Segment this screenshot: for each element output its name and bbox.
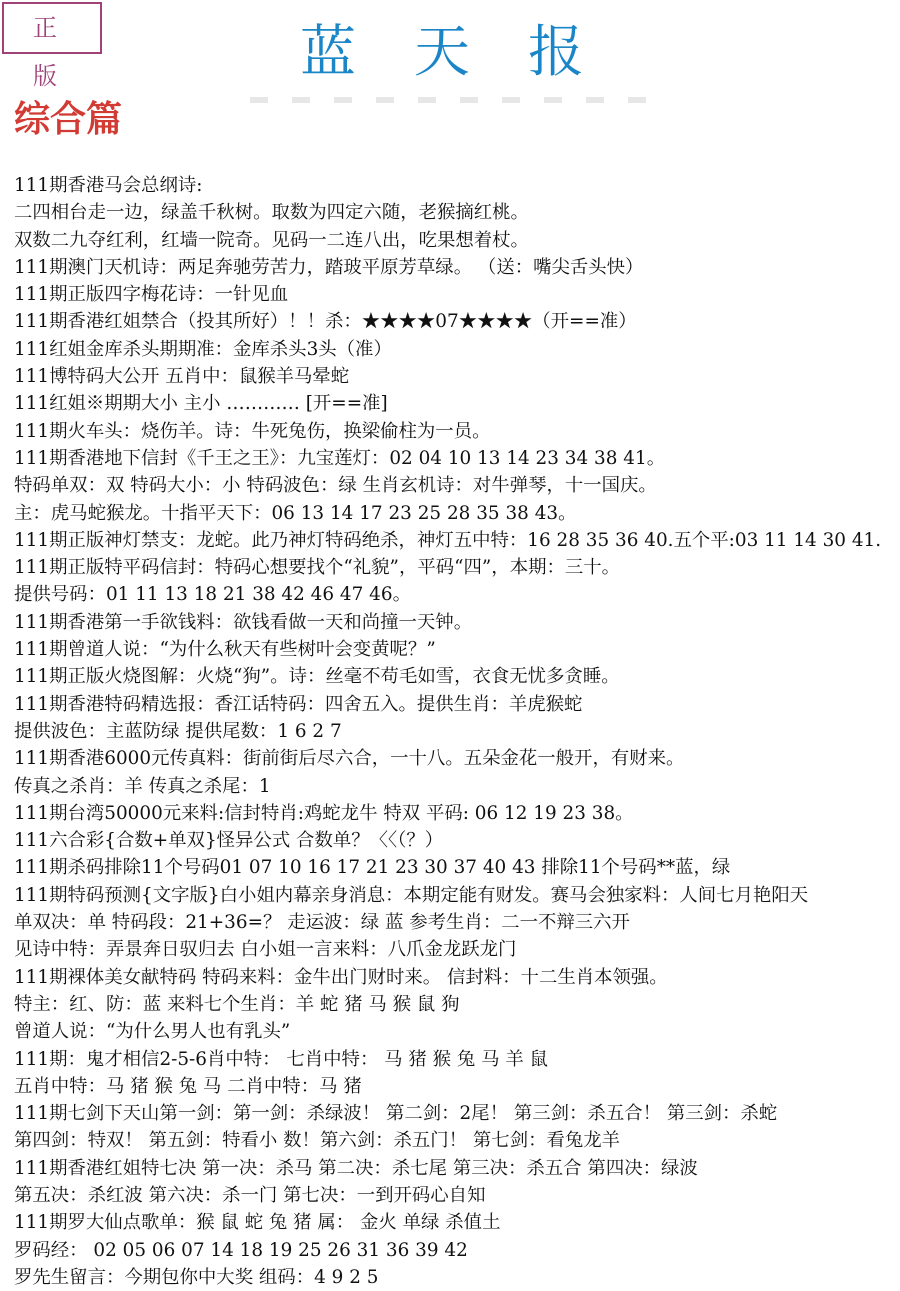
text-line: 第四剑：特双！ 第五剑：特看小 数！第六剑：杀五门！ 第七剑：看兔龙羊: [14, 1130, 621, 1152]
text-line: 111期香港红姐禁合（投其所好）！！杀：★★★★07★★★★（开==准）: [14, 311, 637, 333]
text-line: 111博特码大公开 五肖中：鼠猴羊马晕蛇: [14, 366, 350, 388]
text-line: 提供号码：01 11 13 18 21 38 42 46 47 46。: [14, 584, 411, 606]
article-body: [14, 172, 898, 1291]
text-line: 特码单双：双 特码大小：小 特码波色：绿 生肖玄机诗：对牛弹琴，十一国庆。: [14, 475, 657, 497]
text-line: 111期杀码排除11个号码01 07 10 16 17 21 23 30 37 40 43 排除11个号码**蓝，绿: [14, 857, 731, 879]
text-line: 111期香港6000元传真料：街前街后尽六合，一十八。五朵金花一般开，有财来。: [14, 748, 685, 770]
text-line: 111红姐金库杀头期期准：金库杀头3头（准）: [14, 338, 392, 360]
text-line: 111期曾道人说：“为什么秋天有些树叶会变黄呢？”: [14, 639, 436, 661]
faint-header-strip: [250, 97, 660, 103]
text-line: 特主：红、防：蓝 来料七个生肖：羊 蛇 猪 马 猴 鼠 狗: [14, 993, 460, 1015]
text-line: 111红姐※期期大小 主小 ………… [开==准]: [14, 393, 388, 415]
text-line: 111期火车头：烧伤羊。诗：牛死兔伤，换梁偷柱为一员。: [14, 420, 491, 442]
text-line: 111期香港特码精选报：香江话特码：四舍五入。提供生肖：羊虎猴蛇: [14, 693, 583, 715]
newspaper-title: 蓝天报: [300, 20, 642, 85]
text-line: 罗码经： 02 05 06 07 14 18 19 25 26 31 36 39 42: [14, 1239, 468, 1261]
text-line: 111期正版特平码信封：特码心想要找个“礼貌”，平码“四”，本期：三十。: [14, 557, 621, 579]
text-line: 111期正版神灯禁支：龙蛇。此乃神灯特码绝杀，神灯五中特：16 28 35 36 40.五个平:03 11 14 30 41.: [14, 529, 882, 551]
text-line: 111期香港马会总纲诗:: [14, 175, 203, 196]
edition-badge: 正 版: [2, 2, 102, 54]
text-line: 二四相台走一边，绿盖千秋树。取数为四定六随，老猴摘红桃。: [14, 202, 529, 224]
section-title: 综合篇: [14, 98, 123, 140]
text-line: 111期裸体美女献特码 特码来料：金牛出门财时来。 信封料：十二生肖本领强。: [14, 966, 668, 988]
text-line: 提供波色：主蓝防绿 提供尾数：1 6 2 7: [14, 720, 342, 742]
text-line: 曾道人说：“为什么男人也有乳头”: [14, 1021, 291, 1043]
text-line: 111期正版四字梅花诗：一针见血: [14, 284, 289, 306]
text-line: 111期罗大仙点歌单：猴 鼠 蛇 兔 猪 属： 金火 单绿 杀值土: [14, 1212, 501, 1234]
text-line: 双数二九夺红利，红墙一院奇。见码一二连八出，吃果想着杖。: [14, 229, 529, 251]
text-line: 主：虎马蛇猴龙。十指平天下：06 13 14 17 23 25 28 35 38 43。: [14, 502, 577, 524]
text-line: 见诗中特：弄景奔日驭归去 白小姐一言来料：八爪金龙跃龙门: [14, 939, 517, 961]
text-line: 单双决：单 特码段：21+36=？ 走运波：绿 蓝 参考生肖：二一不辩三六开: [14, 912, 630, 934]
text-line: 传真之杀肖：羊 传真之杀尾：1: [14, 775, 271, 797]
text-line: 111期澳门天机诗：两足奔驰劳苦力，踏玻平原芳草绿。 （送：嘴尖舌头快）: [14, 256, 644, 278]
text-line: 111期香港第一手欲钱料：欲钱看做一天和尚撞一天钟。: [14, 611, 473, 633]
text-line: 111期香港红姐特七决 第一决：杀马 第二决：杀七尾 第三决：杀五合 第四决：绿波: [14, 1157, 698, 1179]
text-line: 111期正版火烧图解：火烧“狗”。诗：丝毫不苟毛如雪，衣食无忧多贪睡。: [14, 666, 620, 688]
text-line: 111六合彩{合数+单双}怪异公式 合数单？〈〈（？）: [14, 830, 444, 852]
text-line: 罗先生留言：今期包你中大奖 组码：4 9 2 5: [14, 1266, 379, 1288]
text-line: 111期香港地下信封《千王之王》：九宝莲灯：02 04 10 13 14 23 34 38 41。: [14, 447, 666, 469]
text-line: 111期：鬼才相信2-5-6肖中特： 七肖中特： 马 猪 猴 兔 马 羊 鼠: [14, 1048, 548, 1070]
text-line: 第五决：杀红波 第六决：杀一门 第七决：一到开码心自知: [14, 1184, 486, 1206]
text-line: 111期台湾50000元来料:信封特肖:鸡蛇龙牛 特双 平码: 06 12 19 23 38。: [14, 802, 634, 824]
text-line: 111期特码预测{文字版}白小姐内幕亲身消息：本期定能有财发。赛马会独家料：人间七月艳阳天: [14, 884, 809, 906]
text-line: 111期七剑下天山第一剑：第一剑：杀绿波！ 第二剑：2尾！ 第三剑：杀五合！ 第三剑：杀蛇: [14, 1103, 778, 1125]
text-line: 五肖中特：马 猪 猴 兔 马 二肖中特：马 猪: [14, 1075, 362, 1097]
